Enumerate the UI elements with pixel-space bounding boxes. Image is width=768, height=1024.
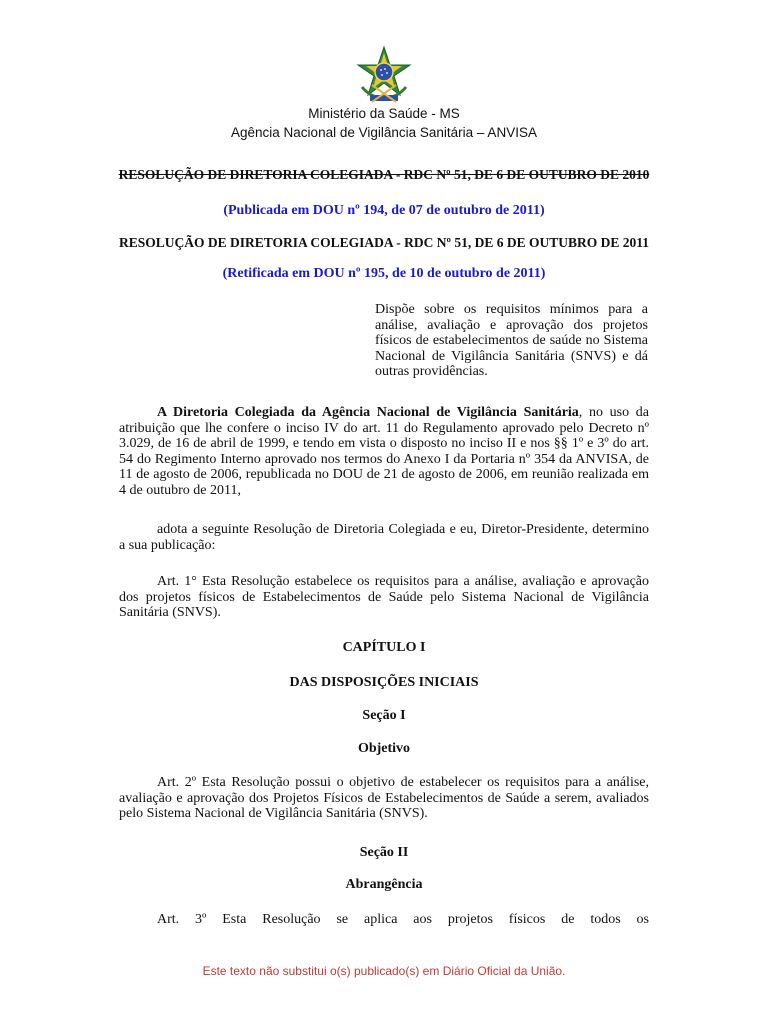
ementa: Dispõe sobre os requisitos mínimos para a análise, avaliação e aprovação dos projetos físicos de estabelecimentos de saúde no Sistema Nacional de Vigilância Sanitária (SNVS) e dá outras providências. [375,302,648,379]
article-3-word: físicos [508,912,546,927]
article-1-text: Art. 1° Esta Resolução estabelece os requisitos para a análise, avaliação e aprovação dos projetos físicos de Estabelecimentos de Saúde pelo Sistema Nacional de Vigilância Sanitária (SNVS). [119,574,649,620]
article-3-word: Art. [157,912,180,927]
article-2-text: Art. 2º Esta Resolução possui o objetivo de estabelecer os requisitos para a análise, avaliação e aprovação dos Projetos Físicos de Estabelecimentos de Saúde a serem, avaliados pelo Sistema Nacional de Vigilância Sanitária (SNVS). [119,775,649,821]
article-3-word: os [636,912,649,927]
article-3-word: todos [590,912,621,927]
preamble-paragraph [119,405,649,498]
article-3-word: aos [413,912,432,927]
adopts-paragraph [119,522,649,553]
preamble-bold: A Diretoria Colegiada da Agência Nacional de Vigilância Sanitária [157,405,579,420]
publication-note: (Publicada em DOU nº 194, de 07 de outubro de 2011) [223,203,545,218]
article-3-word: Esta [222,912,247,927]
article-3-word: de [561,912,575,927]
section-2-heading: Seção II [359,845,409,860]
article-3-word: 3º [195,912,207,927]
rectification-note: (Retificada em DOU nº 195, de 10 de outubro de 2011) [222,266,546,281]
article-3-word: aplica [363,912,398,927]
article-2 [119,775,649,822]
article-3-word: projetos [447,912,493,927]
article-3-word: se [336,912,349,927]
preamble-rest: , no uso da atribuição que lhe confere o inciso IV do art. 11 do Regulamento aprovado pelo Decreto nº 3.029, de 16 de abril de 1999, e tendo em vista o disposto no inciso II e nos §§ 1º e 3º do art. 54 do Regimento Interno aprovado nos termos do Anexo I da Portaria nº 354 da ANVISA, de 11 de agosto de 2006, republicada no DOU de 21 de agosto de 2006, em reunião realizada em 4 de outubro de 2011, [119,405,649,498]
article-1 [119,574,649,621]
section-1-heading: Seção I [362,708,406,723]
section-2-title: Abrangência [345,877,423,892]
resolution-title: RESOLUÇÃO DE DIRETORIA COLEGIADA - RDC Nº 51, DE 6 DE OUTUBRO DE 2011 [118,235,650,250]
struck-resolution-title: RESOLUÇÃO DE DIRETORIA COLEGIADA - RDC Nº 51, DE 6 DE OUTUBRO DE 2010 [118,167,650,182]
article-3-word: Resolução [262,912,321,927]
disclaimer-footer: Este texto não substitui o(s) publicado(s) em Diário Oficial da União. [202,964,566,978]
chapter-title: DAS DISPOSIÇÕES INICIAIS [289,675,479,690]
section-1-title: Objetivo [357,741,411,756]
brazil-coat-of-arms-icon [354,45,414,105]
agency-name: Agência Nacional de Vigilância Sanitária – ANVISA [231,125,537,140]
ministry-name: Ministério da Saúde - MS [308,106,460,121]
chapter-heading: CAPÍTULO I [342,640,426,655]
adopts-text: adota a seguinte Resolução de Diretoria Colegiada e eu, Diretor-Presidente, determino a sua publicação: [119,522,649,553]
